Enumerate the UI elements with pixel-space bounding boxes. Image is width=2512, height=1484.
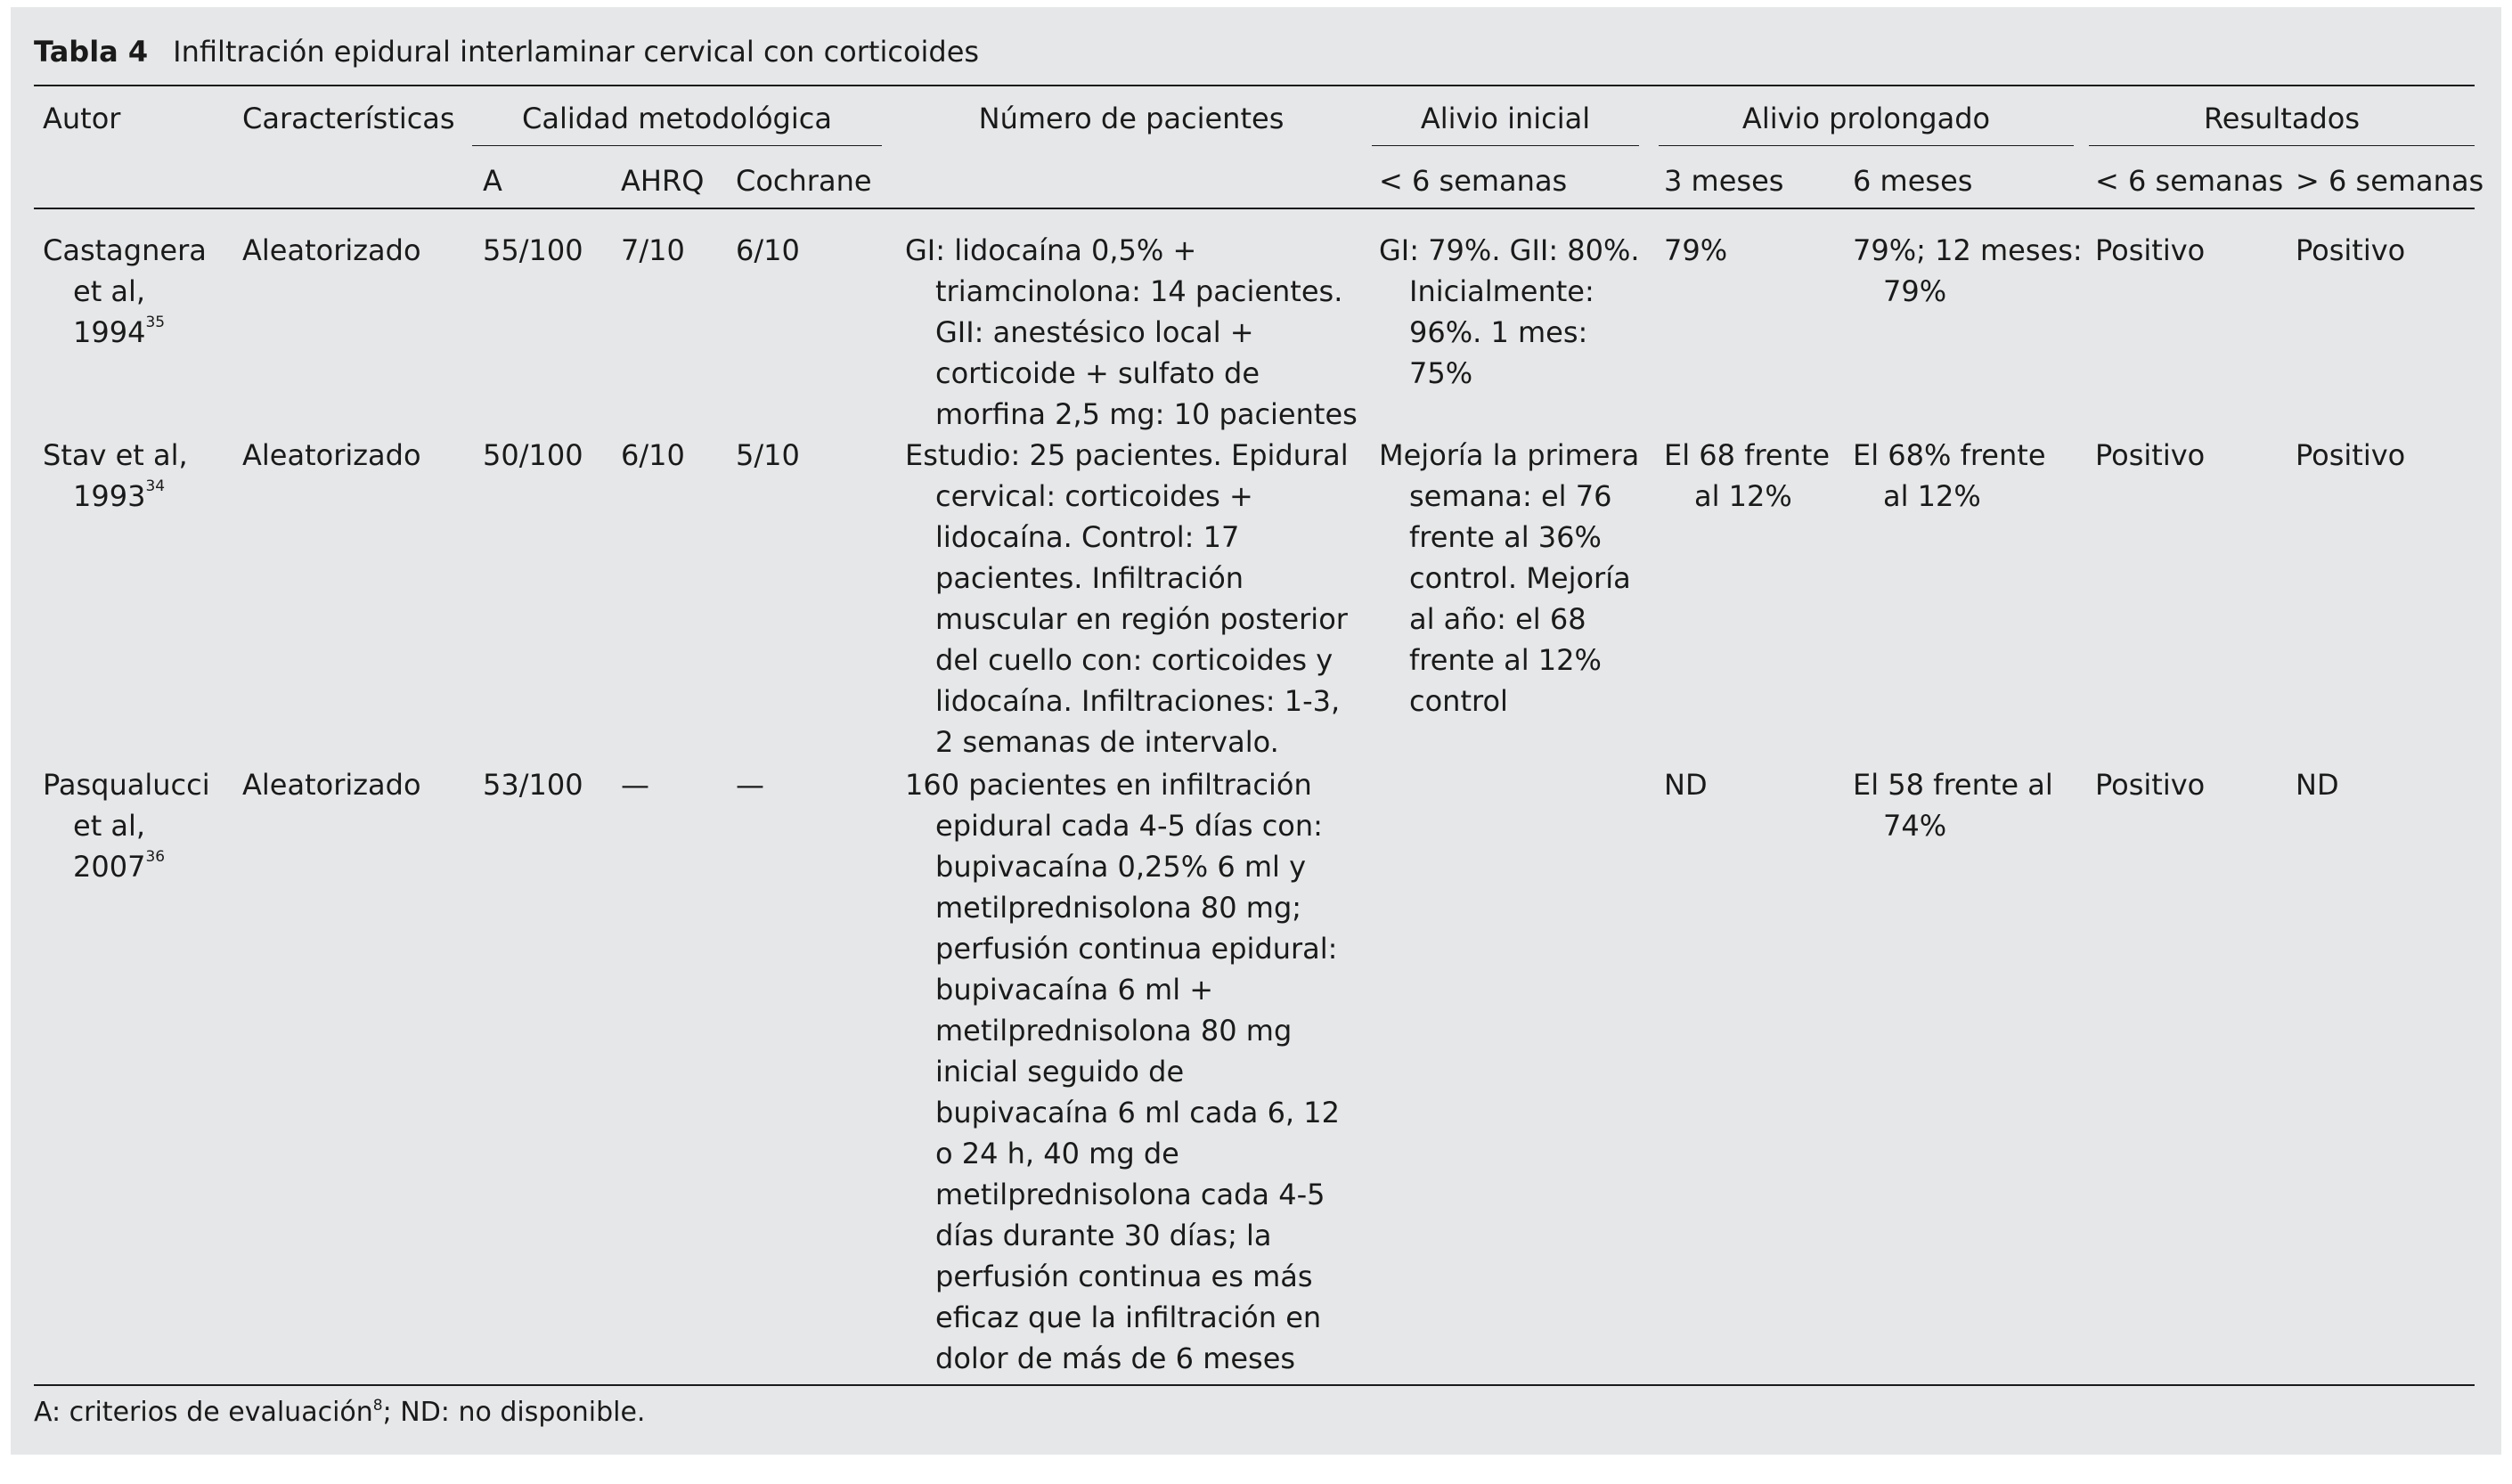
pacientes-cell-line: metilprednisolona 80 mg; — [935, 891, 1302, 925]
pacientes-cell-line: del cuello con: corticoides y — [935, 643, 1333, 677]
prol-3-cell-line: al 12% — [1694, 479, 1792, 513]
resultado-lt6-cell: Positivo — [2095, 768, 2206, 802]
prol-6-cell-line: 79%; 12 meses: — [1853, 233, 2083, 267]
header-calidad-a: A — [483, 164, 502, 198]
footnote-ref: 8 — [372, 1397, 383, 1415]
alivio-prolongado-underline — [1659, 145, 2074, 146]
pacientes-cell — [905, 230, 1368, 435]
header-resultados: Resultados — [2203, 102, 2361, 135]
pacientes-cell-line: o 24 h, 40 mg de — [935, 1137, 1179, 1170]
prol-3-cell — [1664, 435, 1842, 517]
alivio-inicial-underline — [1372, 145, 1639, 146]
alivio-inicial-cell-line: control — [1409, 684, 1508, 718]
pacientes-cell-line: pacientes. Infiltración — [935, 561, 1244, 595]
calidad-cochrane-cell: 6/10 — [736, 233, 800, 267]
autor-text: Stav et al, — [43, 438, 188, 472]
alivio-inicial-cell — [1379, 435, 1646, 722]
alivio-inicial-cell-line: 96%. 1 mes: 75% — [1409, 315, 1588, 390]
pacientes-cell-line: metilprednisolona 80 mg — [935, 1014, 1293, 1048]
pacientes-cell-line: perfusión continua epidural: — [935, 932, 1338, 966]
resultado-lt6-cell: Positivo — [2095, 233, 2206, 267]
autor-cell — [43, 764, 230, 887]
pacientes-cell-line: bupivacaína 0,25% 6 ml y — [935, 850, 1307, 884]
pacientes-cell-line: dolor de más de 6 meses — [935, 1341, 1296, 1375]
header-alivio-inicial: Alivio inicial — [1420, 102, 1591, 135]
header-alivio-inicial-sub: < 6 semanas — [1379, 164, 1568, 198]
pacientes-cell-line: bupivacaína 6 ml + — [935, 973, 1214, 1007]
prol-6-cell — [1853, 764, 2084, 846]
pacientes-cell-line: 2 semanas de intervalo. — [935, 725, 1279, 759]
calidad-underline — [472, 145, 882, 146]
footnote-text: A: criterios de evaluación — [34, 1397, 373, 1428]
pacientes-cell-line: muscular en región posterior — [935, 602, 1348, 636]
alivio-inicial-cell-line: semana: el 76 — [1409, 479, 1612, 513]
reference-superscript: 36 — [145, 848, 166, 866]
calidad-a-cell: 50/100 — [483, 438, 583, 472]
caracteristicas-cell: Aleatorizado — [242, 438, 421, 472]
caracteristicas-cell: Aleatorizado — [242, 233, 421, 267]
pacientes-cell-line: cervical: corticoides + — [935, 479, 1253, 513]
pacientes-cell-line: lidocaína. Control: 17 — [935, 520, 1240, 554]
pacientes-cell-line: GII: anestésico local + — [935, 315, 1254, 349]
prol-6-cell-line: El 58 frente al — [1853, 768, 2053, 802]
header-calidad: Calidad metodológica — [522, 102, 832, 135]
prol-6-cell-line: 79% — [1883, 274, 1947, 308]
header-res-lt6: < 6 semanas — [2095, 164, 2284, 198]
header-rule — [34, 208, 2475, 209]
prol-3-cell — [1664, 764, 1842, 805]
resultado-lt6-cell: Positivo — [2095, 438, 2206, 472]
table-caption: Infiltración epidural interlaminar cervical con corticoides — [173, 35, 980, 69]
pacientes-cell-line: triamcinolona: 14 pacientes. — [935, 274, 1343, 308]
header-calidad-cochrane: Cochrane — [736, 164, 872, 198]
top-rule — [34, 85, 2475, 86]
autor-line — [43, 312, 230, 353]
autor-cell — [43, 230, 230, 353]
calidad-cochrane-cell: 5/10 — [736, 438, 800, 472]
prol-3-cell-line: ND — [1664, 768, 1708, 802]
calidad-ahrq-cell: 7/10 — [621, 233, 685, 267]
pacientes-cell-line: inicial seguido de — [935, 1055, 1185, 1089]
header-alivio-prolongado: Alivio prolongado — [1741, 102, 1991, 135]
calidad-cochrane-cell: — — [736, 768, 764, 802]
prol-3-cell — [1664, 230, 1842, 271]
prol-6-cell-line: al 12% — [1883, 479, 1981, 513]
pacientes-cell-line: 160 pacientes en infiltración — [905, 768, 1312, 802]
header-autor: Autor — [43, 102, 121, 135]
header-res-gt6: > 6 semanas — [2296, 164, 2484, 198]
autor-text: Pasqualucci — [43, 768, 210, 802]
reference-superscript: 34 — [145, 477, 166, 495]
autor-line — [43, 230, 230, 271]
autor-text: 1993 — [73, 479, 146, 513]
autor-text: 2007 — [73, 850, 146, 884]
alivio-inicial-cell-line: frente al 36% — [1409, 520, 1602, 554]
reference-superscript: 35 — [145, 314, 166, 331]
pacientes-cell — [905, 435, 1368, 762]
prol-6-cell — [1853, 435, 2084, 517]
pacientes-cell-line: lidocaína. Infiltraciones: 1-3, — [935, 684, 1341, 718]
pacientes-cell-line: bupivacaína 6 ml cada 6, 12 — [935, 1096, 1340, 1129]
pacientes-cell-line: días durante 30 días; la — [935, 1219, 1272, 1252]
calidad-a-cell: 55/100 — [483, 233, 583, 267]
alivio-inicial-cell-line: Mejoría la primera — [1379, 438, 1640, 472]
pacientes-cell-line: corticoide + sulfato de — [935, 356, 1260, 390]
prol-3-cell-line: 79% — [1664, 233, 1728, 267]
table-label: Tabla 4 — [34, 35, 149, 69]
pacientes-cell-line: epidural cada 4-5 días con: — [935, 809, 1323, 843]
resultado-gt6-cell: Positivo — [2296, 438, 2406, 472]
resultado-gt6-cell: ND — [2296, 768, 2339, 802]
calidad-ahrq-cell: — — [621, 768, 649, 802]
header-numero: Número de pacientes — [978, 102, 1285, 135]
pacientes-cell-line: eficaz que la infiltración en — [935, 1301, 1322, 1334]
autor-line — [43, 271, 230, 312]
autor-line — [43, 435, 230, 476]
autor-text: et al, — [73, 274, 146, 308]
header-calidad-ahrq: AHRQ — [621, 164, 705, 198]
alivio-inicial-cell-line: frente al 12% — [1409, 643, 1602, 677]
alivio-inicial-cell-line: Inicialmente: — [1409, 274, 1594, 308]
alivio-inicial-cell-line: GI: 79%. GII: 80%. — [1379, 233, 1640, 267]
calidad-ahrq-cell: 6/10 — [621, 438, 685, 472]
alivio-inicial-cell-line: al año: el 68 — [1409, 602, 1586, 636]
autor-line — [43, 846, 230, 887]
pacientes-cell-line: perfusión continua es más — [935, 1260, 1313, 1293]
pacientes-cell-line: Estudio: 25 pacientes. Epidural — [905, 438, 1349, 472]
autor-line — [43, 764, 230, 805]
pacientes-cell — [905, 764, 1368, 1379]
autor-text: et al, — [73, 809, 146, 843]
autor-cell — [43, 435, 230, 517]
prol-6-cell — [1853, 230, 2084, 312]
footnote-text-end: ; ND: no disponible. — [382, 1397, 646, 1428]
bottom-rule — [34, 1384, 2475, 1386]
autor-line — [43, 476, 230, 517]
alivio-inicial-cell — [1379, 230, 1646, 394]
pacientes-cell-line: morfina 2,5 mg: 10 pacientes — [935, 397, 1358, 431]
prol-6-cell-line: 74% — [1883, 809, 1947, 843]
prol-3-cell-line: El 68 frente — [1664, 438, 1831, 472]
header-prol-6: 6 meses — [1853, 164, 1973, 198]
pacientes-cell-line: metilprednisolona cada 4-5 — [935, 1178, 1325, 1211]
pacientes-cell-line: GI: lidocaína 0,5% + — [905, 233, 1197, 267]
caracteristicas-cell: Aleatorizado — [242, 768, 421, 802]
header-caracteristicas: Características — [242, 102, 455, 135]
resultados-underline — [2089, 145, 2475, 146]
alivio-inicial-cell-line: control. Mejoría — [1409, 561, 1631, 595]
table-footnote — [34, 1395, 645, 1431]
autor-text: Castagnera — [43, 233, 207, 267]
autor-line — [43, 805, 230, 846]
calidad-a-cell: 53/100 — [483, 768, 583, 802]
header-prol-3: 3 meses — [1664, 164, 1784, 198]
resultado-gt6-cell: Positivo — [2296, 233, 2406, 267]
autor-text: 1994 — [73, 315, 146, 349]
table-title — [34, 34, 979, 69]
prol-6-cell-line: El 68% frente — [1853, 438, 2046, 472]
